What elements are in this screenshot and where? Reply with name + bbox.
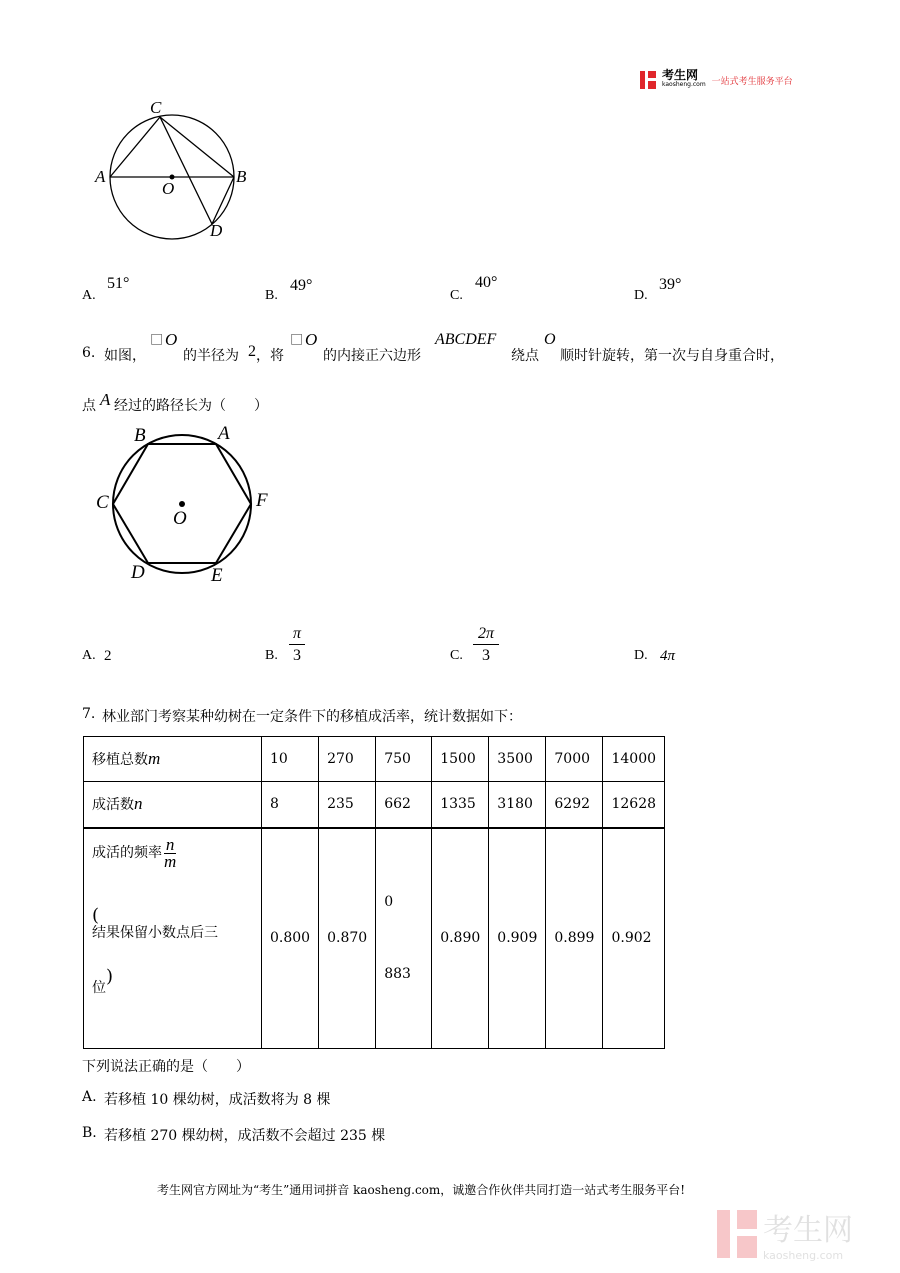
table-cell: 235 [319,782,376,828]
table-cell: 3180 [489,782,546,828]
label-o: O [162,179,175,198]
text: 点 [82,398,96,414]
circle-symbol: □ [290,331,304,347]
option-value: 40° [475,274,498,291]
label-d: D [131,562,145,583]
label-a: A [95,167,106,186]
math-hexagon: ABCDEF [435,331,497,348]
center-dot [179,501,185,507]
label-c: C [150,98,162,117]
table-cell: 0.890 [432,828,489,1049]
option-label: C. [450,288,463,303]
table-cell: 0.899 [546,828,603,1049]
numerator: 2π [473,624,499,645]
option-value: 2 [104,648,112,664]
brand-sub: kaosheng.com [662,81,706,88]
text: 经过的路径长为（ ） [114,398,268,414]
table-cell: 1500 [432,737,489,782]
question-number: 7. [82,706,96,722]
math-o: O [165,330,178,349]
question-text: 林业部门考察某种幼树在一定条件下的移植成活率，统计数据如下： [102,709,522,725]
option-value: 49° [290,277,313,294]
table-cell: 0.902 [603,828,665,1049]
label-f: F [256,490,268,511]
table-row [84,737,665,782]
label-b: B [134,425,146,446]
text: 顺时针旋转，第一次与自身重合时， [560,348,784,364]
option-label: C. [450,648,463,663]
table-cell: 750 [376,737,432,782]
text: 绕点 [511,348,539,364]
fraction: n m [164,834,177,871]
watermark: 考生网 kaosheng.com [717,1205,853,1262]
label-b: B [236,167,247,186]
option-label: B. [265,648,278,663]
table-row [84,782,665,828]
option-value: 51° [107,275,130,292]
table-cell: 662 [376,782,432,828]
row-label: 成活数 [92,797,134,814]
option-label: D. [634,288,648,303]
text: 的内接正六边形 [323,348,421,364]
text: ，将 [256,348,284,364]
label-e: E [211,565,223,586]
option-text: 若移植 270 棵幼树，成活数不会超过 235 棵 [104,1128,386,1144]
label-d: D [210,221,223,240]
data-table [83,736,665,1049]
table-cell: 12628 [603,782,665,828]
table-cell: 0.870 [319,828,376,1049]
slogan: 一站式考生服务平台 [711,76,793,87]
question-number: 6. [82,345,96,361]
table-cell: 0.800 [262,828,319,1049]
row-var: n [134,794,143,814]
option-label: A. [82,288,96,303]
option-value: 4π [660,648,676,664]
table-cell: 3500 [489,737,546,782]
label-o: O [173,508,187,529]
table-cell: 0 883 [376,828,432,1049]
circle-symbol: □ [150,331,164,347]
fraction [289,624,305,667]
table-cell: 270 [319,737,376,782]
option-label: D. [634,648,648,663]
table-cell: 7000 [546,737,603,782]
label-c: C [96,492,109,513]
table-cell: 14000 [603,737,665,782]
option-label: B. [82,1125,97,1141]
table-cell: 8 [262,782,319,828]
text: 的半径为 [183,348,239,364]
denominator: 3 [293,647,301,664]
row-var: m [148,749,161,768]
option-label: A. [82,1089,97,1105]
row-label: 移植总数 [92,752,148,768]
footer-text: 考生网官方网址为“考生”通用词拼音 kaosheng.com，诚邀合作伙伴共同打造一站式考生服务平台! [157,1183,686,1197]
table-cell: 10 [262,737,319,782]
text: 如图， [104,348,146,364]
question-prompt: 下列说法正确的是（ ） [82,1059,250,1075]
brand-name: 考生网 [662,68,699,82]
option-value: 39° [659,276,682,293]
row-label: 成活的频率 [92,845,162,861]
note: 结果保留小数点后三 [92,924,218,941]
label-a: A [218,423,230,444]
fraction [473,624,499,667]
watermark-logo-icon [717,1210,757,1258]
table-cell: 1335 [432,782,489,828]
option-label: B. [265,288,278,303]
math-o: O [305,330,318,349]
geometry-figures [0,0,900,620]
math-a: A [100,390,111,409]
table-cell: 0.909 [489,828,546,1049]
table-cell: 6292 [546,782,603,828]
option-text: 若移植 10 棵幼树，成活数将为 8 棵 [104,1092,331,1108]
table-row: 成活的频率 n m ( 结果保留小数点后三 位) 0.800 0.870 0 883 0.890 0.909 0.899 0.902 [84,828,665,1049]
math-value: 2 [248,343,256,360]
denominator: 3 [482,647,490,664]
option-label: A. [82,648,96,663]
math-o: O [544,331,556,348]
numerator: π [289,624,305,645]
